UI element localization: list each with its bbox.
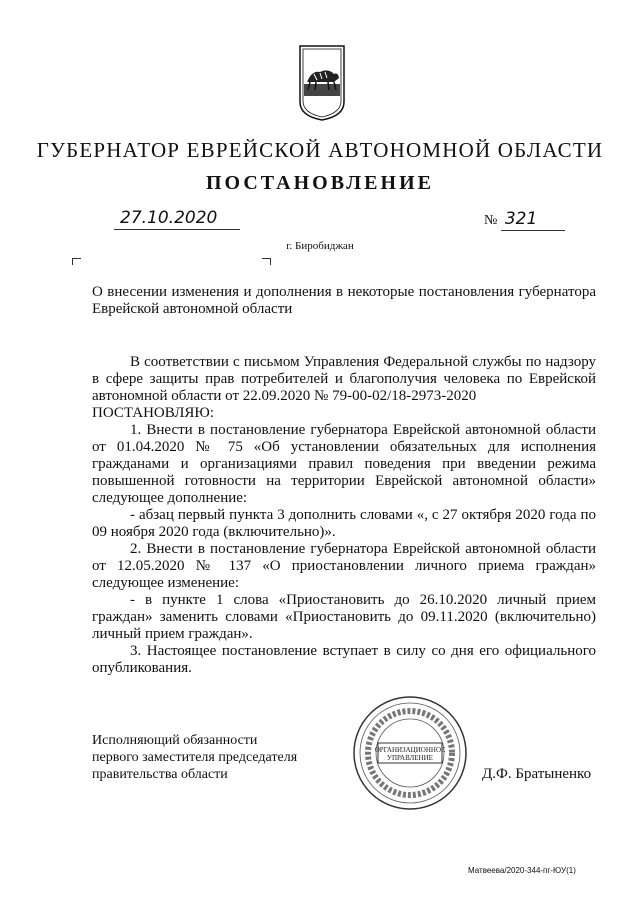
subject-corner-right [262, 258, 271, 265]
subject-text: О внесении изменения и дополнения в некоторые постановления губернатора Еврейской автономной области [92, 284, 596, 317]
issue-city: г. Биробиджан [286, 240, 354, 252]
clause-1: 1. Внести в постановление губернатора Еврейской автономной области от 01.04.2020 № 75 «Об установлении обязательных для исполнения гражданами и организациями правил поведения при введении режима повышенной готовности на территории Еврейской автономной области» следующее дополнение: [92, 422, 596, 506]
subject-corner-left [72, 258, 81, 265]
footer-reference: Матвеева/2020-344-пг-ЮУ(1) [468, 866, 576, 875]
document-body [92, 354, 596, 677]
document-type: ПОСТАНОВЛЕНИЕ [206, 172, 434, 194]
document-date: 27.10.2020 [114, 207, 240, 230]
stamp-text-line1: ОРГАНИЗАЦИОННОЕ [374, 746, 446, 754]
authority-title: ГУБЕРНАТОР ЕВРЕЙСКОЙ АВТОНОМНОЙ ОБЛАСТИ [36, 138, 604, 162]
preamble-paragraph: В соответствии с письмом Управления Федеральной службы по надзору в сфере защиты прав потребителей и благополучия человека по Еврейской автономной области от 22.09.2020 № 79-00-02/18-2973-2020 [92, 354, 596, 404]
signer-position-line: первого заместителя председателя [92, 750, 298, 765]
signer-position-line: правительства области [92, 767, 228, 782]
document-number-block [484, 208, 565, 232]
clause-2: 2. Внести в постановление губернатора Еврейской автономной области от 12.05.2020 № 137 «О приостановлении личного приема граждан» следующее изменение: [92, 541, 596, 591]
signer-position [92, 732, 332, 783]
signer-position-line: Исполняющий обязанности [92, 733, 258, 748]
clause-2-change: - в пункте 1 слова «Приостановить до 26.10.2020 личный прием граждан» заменить словами «Приостановить до 09.11.2020 (включительно) личный прием граждан». [92, 592, 596, 642]
document-subject [92, 284, 596, 318]
signer-name: Д.Ф. Братыненко [482, 766, 592, 782]
clause-1-addition: - абзац первый пункта 3 дополнить словами «, с 27 октября 2020 года по 09 ноября 2020 года (включительно)». [92, 507, 596, 540]
document-number: 321 [501, 208, 565, 231]
decree-word: ПОСТАНОВЛЯЮ: [92, 405, 214, 421]
region-coat-of-arms-icon [298, 44, 346, 122]
clause-3: 3. Настоящее постановление вступает в силу со дня его официального опубликования. [92, 643, 596, 676]
number-label: № [484, 213, 498, 228]
stamp-text-line2: УПРАВЛЕНИЕ [387, 754, 433, 762]
official-seal-stamp [350, 693, 470, 813]
